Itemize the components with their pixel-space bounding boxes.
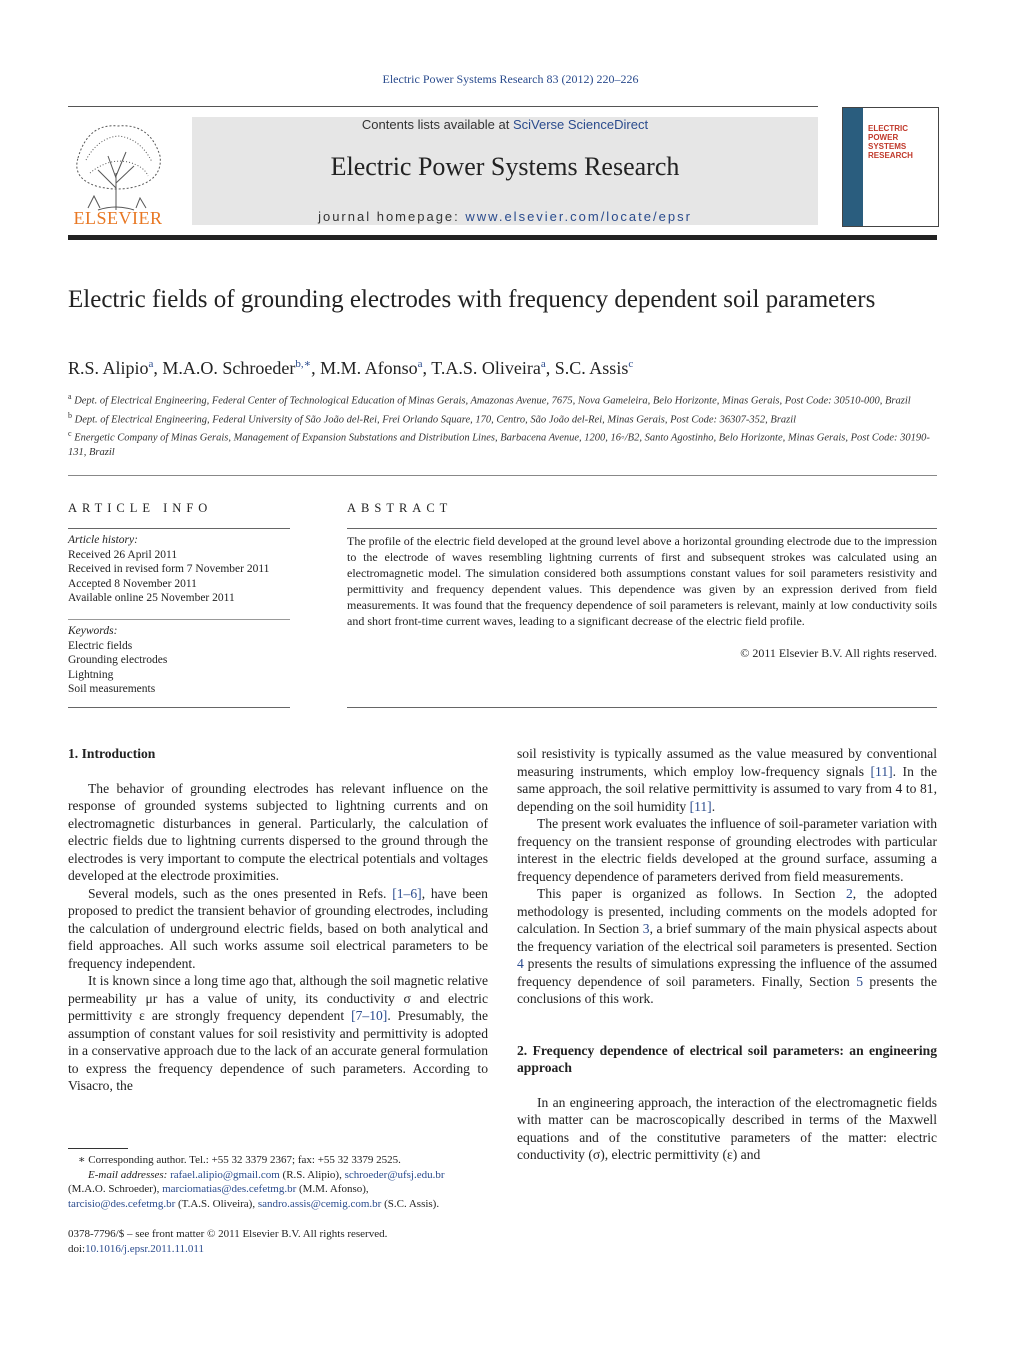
paragraph: In an engineering approach, the interaction of the electromagnetic fields with matter can be macroscopically described in terms of the Maxwell equations and of the constitutive parameters of the matter: electric conductivity (σ), electric permittivity (ε) and <box>517 1094 937 1162</box>
history-label: Article history: <box>68 534 138 546</box>
history-item: Accepted 8 November 2011 <box>68 577 197 590</box>
masthead-top-rule <box>68 106 818 107</box>
history-item: Received in revised form 7 November 2011 <box>68 563 270 575</box>
article-history <box>68 533 293 606</box>
email-addresses-cont: tarcisio@des.cefetmg.br (T.A.S. Oliveira), sandro.assis@cemig.com.br (S.C. Assis). <box>68 1197 440 1210</box>
citation-link[interactable]: [7–10] <box>351 1008 388 1023</box>
doi-link[interactable]: 10.1016/j.epsr.2011.11.011 <box>85 1242 204 1255</box>
article-info-heading: ARTICLE INFO <box>68 501 213 515</box>
email-link[interactable]: tarcisio@des.cefetmg.br <box>68 1197 176 1210</box>
affiliation: $^c$ Energetic Company of Minas Gerais, Management of Expansion Substations and Distribution Lines, Barbacena Avenue, 1200, 16◦/B2, Santo Agostinho, Belo Horizonte, Minas Gerais, Post Code: 30190-131, Brazil <box>68 429 930 458</box>
paragraph: The behavior of grounding electrodes has relevant influence on the response of grounded systems subjected to lightning currents and on electromagnetic disturbances in general. Particularly, the calculation of electric fields due to lightning currents dispersed to the ground through the electrodes is very important to compute the electrical potentials and voltages developed at the electrode proximities. <box>68 780 488 883</box>
article-info-bottom-rule <box>68 707 290 708</box>
citation-link[interactable]: [11] <box>689 798 712 814</box>
affiliation: $^b$ Dept. of Electrical Engineering, Federal University of São João del-Rei, Frei Orlando Square, 170, Centro, São João del-Rei, Minas Gerais, Post Code: 36307-352, Brazil <box>68 410 797 425</box>
keywords-label: Keywords: <box>68 625 118 637</box>
homepage-line <box>192 209 818 224</box>
journal-reference[interactable]: Electric Power Systems Research 83 (2012) 220–226 <box>382 72 639 86</box>
article-info-divider <box>68 619 290 620</box>
journal-title: Electric Power Systems Research <box>330 152 680 181</box>
contents-prefix: Contents lists available at <box>361 117 513 132</box>
affiliations <box>68 390 938 460</box>
keyword: Lightning <box>68 668 114 681</box>
body-left-column <box>68 745 488 1095</box>
article-title: Electric fields of grounding electrodes with frequency dependent soil parameters <box>68 286 876 313</box>
paragraph: It is known since a long time ago that, although the soil magnetic relative permeability μr has a value of unity, its conductivity σ and electric permittivity ε are strongly frequency dependent [7–10]. Presumably, the assumption of constant values for soil resistivity and permittivity is adopted in a conservative approach due to the lack of an accurate general formulation to express the frequency dependence of such parameters. According to Visacro, the <box>68 973 488 1093</box>
email-addresses-cont: (M.A.O. Schroeder), marciomatias@des.cefetmg.br (M.M. Afonso), <box>68 1183 369 1195</box>
section-heading: 1. Introduction <box>68 746 156 761</box>
citation-link[interactable]: [1–6] <box>392 885 422 901</box>
section-link[interactable]: 3 <box>642 921 650 936</box>
section-link[interactable]: 4 <box>517 956 524 971</box>
issn-line: 0378-7796/$ – see front matter © 2011 Elsevier B.V. All rights reserved. <box>68 1228 388 1240</box>
affiliation-rule <box>68 475 937 476</box>
author[interactable]: M.M. Afonso <box>320 358 418 378</box>
author[interactable]: M.A.O. Schroeder <box>162 358 296 378</box>
section-heading: 2. Frequency dependence of electrical soil parameters: an engineering approach <box>517 1042 937 1075</box>
elsevier-logo[interactable] <box>68 118 168 230</box>
abstract-copyright: © 2011 Elsevier B.V. All rights reserved. <box>740 646 937 660</box>
abstract-text: The profile of the electric field developed at the ground level above a horizontal grounding electrode due to the impression to the electrode of waves resembling lightning currents of first and subsequent strokes was calculated using an electromagnetic model. The simulation considered both assumptions constant values for soil parameters resistivity and permittivity and frequency dependent values. This dependence was given by an expression derived from field measurements. It was found that the frequency dependence of soil parameters is relevant, mainly at low conductivity soils and short front-time current waves, leading to a significant decrease of the electric field profile. <box>347 534 937 628</box>
paragraph: The present work evaluates the influence of soil-parameter variation with frequency on the transient response of grounding electrodes with particular interest in the electric fields developed at the ground surface, assuming a frequency dependence of parameters derived from field measurements. <box>517 816 937 884</box>
author-list: R.S. Alipio$^a$, M.A.O. Schroeder$^{b,∗}$, M.M. Afonso$^a$, T.A.S. Oliveira$^a$, S.C. Assis$^c$ <box>68 358 634 378</box>
abstract-rule <box>347 528 937 529</box>
affiliation: $^a$ Dept. of Electrical Engineering, Federal Center of Technological Education of Minas Gerais, Amazonas Avenue, 7675, Nova Gameleira, Belo Horizonte, Minas Gerais, Post Code: 30510-000, Brazil <box>68 392 911 407</box>
paragraph: Several models, such as the ones presented in Refs. [1–6], have been proposed to predict the transient behavior of grounding electrodes, including the calculation of underground electric fields, based on both analytical and field approaches. All such works assume soil electrical parameters to be frequency independent. <box>68 885 488 971</box>
abstract-bottom-rule <box>347 707 937 708</box>
article-info-rule <box>68 528 290 529</box>
doi-line: doi:10.1016/j.epsr.2011.11.011 <box>68 1242 204 1255</box>
sciencedirect-link[interactable]: SciVerse ScienceDirect <box>512 117 649 132</box>
email-link[interactable]: schroeder@ufsj.edu.br <box>344 1168 445 1181</box>
keyword: Soil measurements <box>68 683 156 695</box>
elsevier-wordmark: ELSEVIER <box>73 208 163 228</box>
homepage-link[interactable]: www.elsevier.com/locate/epsr <box>465 209 692 224</box>
author-affil-mark[interactable]: b,∗ <box>295 358 312 370</box>
author-affil-mark[interactable]: c <box>628 358 634 370</box>
homepage-prefix: journal homepage: <box>318 209 466 224</box>
abstract-heading: ABSTRACT <box>347 501 453 515</box>
email-link[interactable]: sandro.assis@cemig.com.br <box>257 1197 382 1210</box>
email-link[interactable]: marciomatias@des.cefetmg.br <box>162 1183 297 1195</box>
section-link[interactable]: 2 <box>846 886 853 901</box>
paragraph: soil resistivity is typically assumed as the value measured by conventional measuring instruments, which employ low-frequency signals [11]. In the same approach, the soil relative permittivity is assumed to vary from 4 to 81, depending on the soil humidity [11]. <box>517 746 937 814</box>
corresponding-author: ∗ Corresponding author. Tel.: +55 32 3379 2367; fax: +55 32 3379 2525. <box>78 1154 401 1166</box>
cover-image-strip <box>843 108 863 226</box>
paragraph: This paper is organized as follows. In Section 2, the adopted methodology is presented, including comments on the models adopted for calculation. In Section 3, a brief summary of the main physical aspects about the frequency variation of the electrical soil parameters is presented. Section 4 presents the results of simulations expressing the influence of the assumed frequency dependence of soil parameters. Finally, Section 5 presents the conclusions of this work. <box>517 886 938 1006</box>
citation-link[interactable]: [11] <box>870 763 893 779</box>
front-matter-notes <box>68 1227 488 1256</box>
history-item: Received 26 April 2011 <box>68 548 178 561</box>
author[interactable]: R.S. Alipio <box>68 358 149 378</box>
keyword: Grounding electrodes <box>68 654 168 666</box>
corresponding-footnote <box>68 1153 488 1211</box>
keywords <box>68 624 293 697</box>
author-affil-mark[interactable]: a <box>417 358 423 370</box>
email-link[interactable]: rafael.alipio@gmail.com <box>170 1168 280 1181</box>
body-right-column <box>517 745 937 1164</box>
keyword: Electric fields <box>68 639 133 652</box>
masthead-bottom-rule <box>68 235 937 240</box>
footnote-rule <box>68 1148 128 1149</box>
history-item: Available online 25 November 2011 <box>68 592 235 604</box>
journal-cover-thumbnail[interactable] <box>842 107 939 227</box>
contents-line <box>192 117 818 132</box>
section-link[interactable]: 5 <box>856 973 863 989</box>
author-affil-mark[interactable]: a <box>148 358 154 370</box>
author[interactable]: S.C. Assis <box>554 358 629 378</box>
author-affil-mark[interactable]: a <box>540 358 546 370</box>
author[interactable]: T.A.S. Oliveira <box>431 358 541 378</box>
cover-title: ELECTRIC POWER SYSTEMS RESEARCH <box>868 124 913 160</box>
email-addresses: E-mail addresses: rafael.alipio@gmail.com (R.S. Alipio), schroeder@ufsj.edu.br <box>88 1168 445 1181</box>
